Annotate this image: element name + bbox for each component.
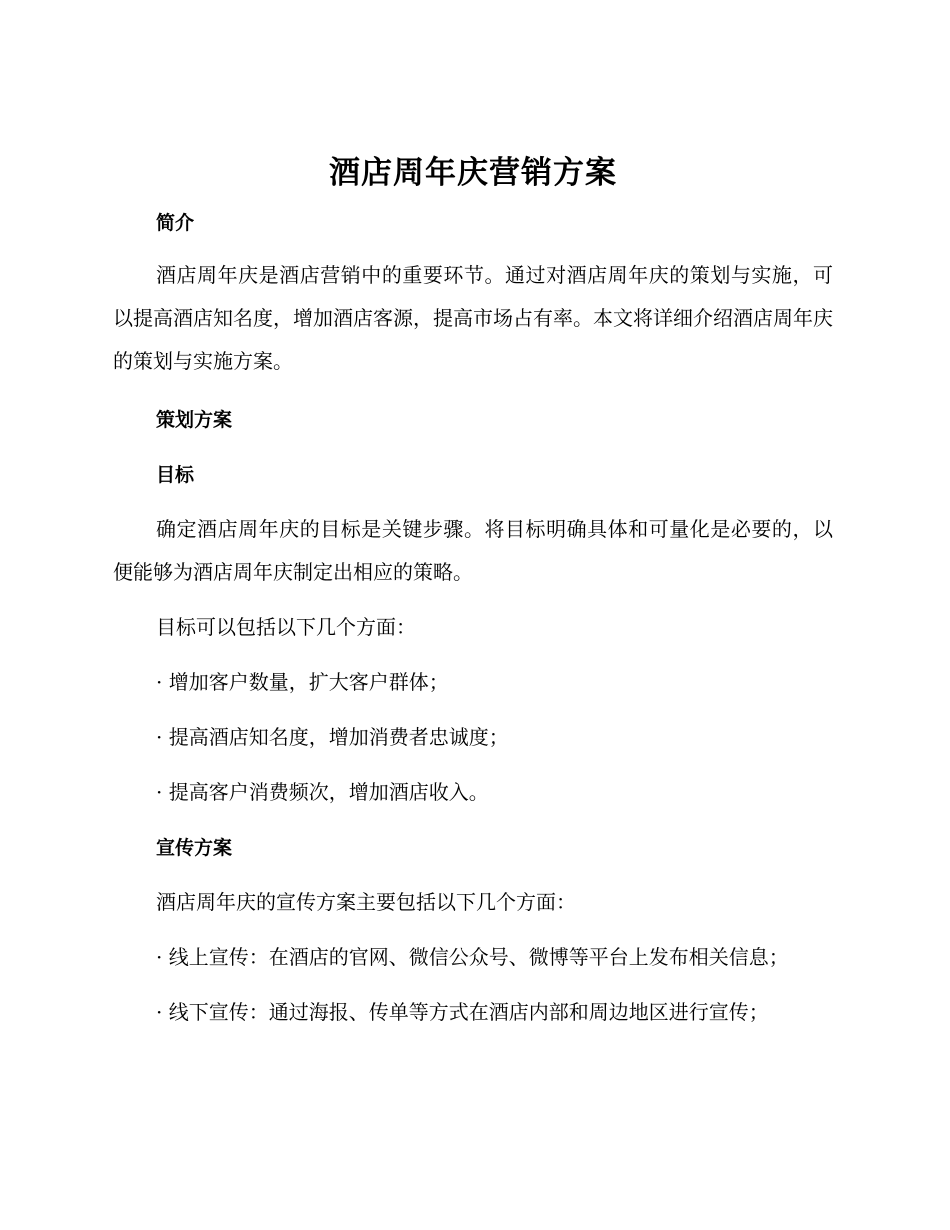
- goal-list-intro: 目标可以包括以下几个方面：: [156, 615, 416, 639]
- goal-list-item: · 提高酒店知名度，增加消费者忠诚度；: [156, 725, 509, 749]
- heading-intro: 简介: [156, 212, 195, 234]
- heading-plan: 策划方案: [156, 409, 233, 431]
- promotion-intro: 酒店周年庆的宣传方案主要包括以下几个方面：: [156, 890, 576, 914]
- document-title: 酒店周年庆营销方案: [329, 155, 617, 191]
- heading-promotion: 宣传方案: [156, 837, 233, 859]
- document-content: [113, 150, 833, 1034]
- paragraph-goal: 确定酒店周年庆的目标是关键步骤。将目标明确具体和可量化是必要的，以便能够为酒店周年庆制定出相应的策略。: [113, 517, 833, 584]
- promotion-list-item: · 线上宣传：在酒店的官网、微信公众号、微博等平台上发布相关信息；: [156, 945, 789, 969]
- goal-list-item: · 提高客户消费频次，增加酒店收入。: [156, 780, 489, 804]
- promotion-list-item: · 线下宣传：通过海报、传单等方式在酒店内部和周边地区进行宣传；: [156, 1000, 769, 1024]
- paragraph-intro: 酒店周年庆是酒店营销中的重要环节。通过对酒店周年庆的策划与实施，可以提高酒店知名度，增加酒店客源，提高市场占有率。本文将详细介绍酒店周年庆的策划与实施方案。: [113, 263, 833, 373]
- goal-list-item: · 增加客户数量，扩大客户群体；: [156, 670, 449, 694]
- heading-goal: 目标: [156, 464, 195, 486]
